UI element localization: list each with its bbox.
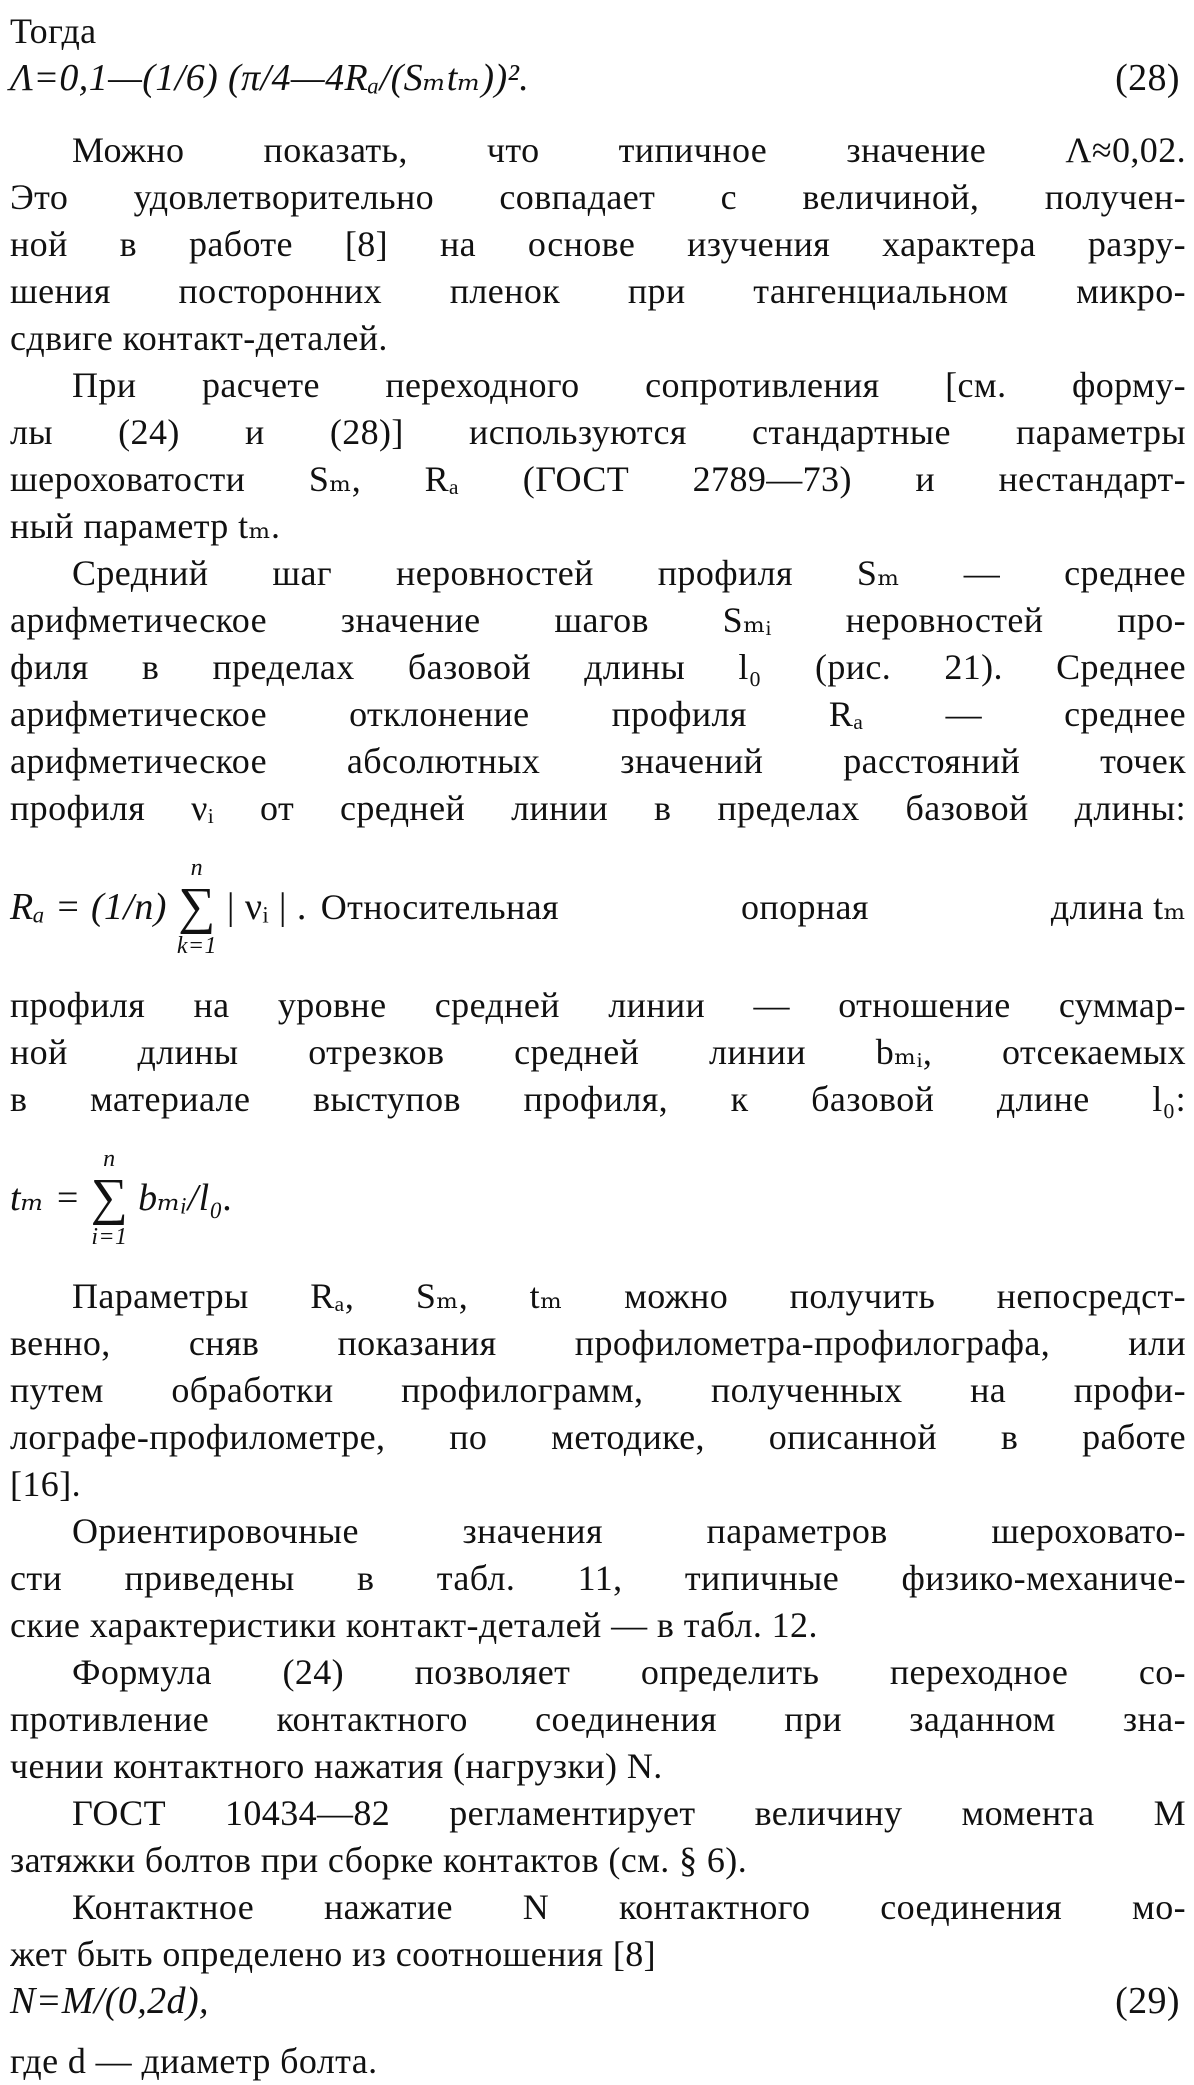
paragraph-line: ный параметр tₘ. <box>10 506 281 546</box>
paragraph-line: арифметическое отклонение профиля Rₐ — среднее <box>10 694 1186 734</box>
paragraph-line: лографе-профилометре, по методике, описанной в работе <box>10 1417 1186 1457</box>
paragraph-line: Контактное нажатие N контактного соединения мо- <box>72 1887 1186 1927</box>
paragraph-line: путем обработки профилограмм, полученных на профи- <box>10 1370 1186 1410</box>
sum-lower-limit: i=1 <box>91 1224 128 1250</box>
paragraph-line: венно, сняв показания профилометра-профилографа, или <box>10 1323 1186 1363</box>
paragraph-line: где d — диаметр болта. <box>10 2041 378 2081</box>
formula-tm <box>10 1123 1186 1273</box>
sigma-icon: ∑ <box>178 878 216 935</box>
paragraph-line: арифметическое абсолютных значений расстояний точек <box>10 741 1186 781</box>
sum-upper-limit: n <box>103 1145 116 1172</box>
formula-tail-text <box>321 884 1186 931</box>
sum-operator <box>91 1146 128 1251</box>
equation-number: (29) <box>1115 1980 1180 2022</box>
equation-29 <box>10 1978 1186 2038</box>
paragraph-line: ГОСТ 10434—82 регламентирует величину момента M <box>72 1793 1186 1833</box>
formula-body: bₘᵢ/l₀. <box>138 1176 234 1219</box>
sigma-icon: ∑ <box>90 1169 129 1226</box>
formula-left: tₘ = <box>10 1176 81 1219</box>
formula-ra <box>10 832 1186 982</box>
paragraph-line: профиля на уровне средней линии — отношение суммар- <box>10 985 1186 1025</box>
paragraph-line: ной в работе [8] на основе изучения характера разру- <box>10 224 1186 264</box>
paragraph-line: профиля νᵢ от средней линии в пределах базовой длины: <box>10 788 1186 828</box>
paragraph-line: противление контактного соединения при заданном зна- <box>10 1699 1186 1739</box>
paragraph-line: в материале выступов профиля, к базовой длине l₀: <box>10 1079 1186 1119</box>
paragraph-line: сти приведены в табл. 11, типичные физико-механиче- <box>10 1558 1186 1598</box>
equation-body: Λ=0,1—(1/6) (π/4—4Rₐ/(Sₘtₘ))². <box>10 57 530 99</box>
paragraph-line: сдвиге контакт-деталей. <box>10 318 388 358</box>
paragraph-line: ские характеристики контакт-деталей — в табл. 12. <box>10 1605 818 1645</box>
paragraph-line: ной длины отрезков средней линии bₘᵢ, отсекаемых <box>10 1032 1186 1072</box>
paragraph-line: При расчете переходного сопротивления [см. форму- <box>72 365 1186 405</box>
tail-word: опорная <box>741 886 869 927</box>
sum-lower-limit: k=1 <box>176 933 217 959</box>
paragraph-line: Параметры Rₐ, Sₘ, tₘ можно получить непосредст- <box>72 1276 1186 1316</box>
document-page <box>10 8 1186 2081</box>
tail-word: Относительная <box>320 886 559 927</box>
paragraph-line: филя в пределах базовой длины l₀ (рис. 21). Среднее <box>10 647 1186 687</box>
paragraph-line: Можно показать, что типичное значение Λ≈0,02. <box>72 130 1186 170</box>
paragraph-line: затяжки болтов при сборке контактов (см. § 6). <box>10 1840 748 1880</box>
paragraph-line: Средний шаг неровностей профиля Sₘ — среднее <box>72 553 1186 593</box>
paragraph-line: жет быть определено из соотношения [8] <box>10 1934 656 1974</box>
equation-number: (28) <box>1115 57 1180 99</box>
paragraph-line: Это удовлетворительно совпадает с величиной, получен- <box>10 177 1186 217</box>
sum-upper-limit: n <box>190 854 204 881</box>
paragraph-line: Ориентировочные значения параметров шероховато- <box>72 1511 1186 1551</box>
paragraph-line: лы (24) и (28)] используются стандартные параметры <box>10 412 1186 452</box>
sum-operator <box>177 855 217 960</box>
text-line: Тогда <box>10 11 97 51</box>
formula-body: | νᵢ | . <box>226 885 307 928</box>
paragraph-line: чении контактного нажатия (нагрузки) N. <box>10 1746 663 1786</box>
paragraph-line: шения посторонних пленок при тангенциальном микро- <box>10 271 1186 311</box>
formula-left: Rₐ = (1/n) <box>10 885 167 928</box>
paragraph-line: шероховатости Sₘ, Rₐ (ГОСТ 2789—73) и нестандарт- <box>10 459 1186 499</box>
paragraph-line: [16]. <box>10 1464 81 1504</box>
equation-body: N=M/(0,2d), <box>10 1980 209 2022</box>
paragraph-line: Формула (24) позволяет определить переходное со- <box>72 1652 1186 1692</box>
paragraph-line: арифметическое значение шагов Sₘᵢ неровностей про- <box>10 600 1186 640</box>
equation-28 <box>10 55 1186 115</box>
tail-word: длина tₘ <box>1050 886 1186 927</box>
